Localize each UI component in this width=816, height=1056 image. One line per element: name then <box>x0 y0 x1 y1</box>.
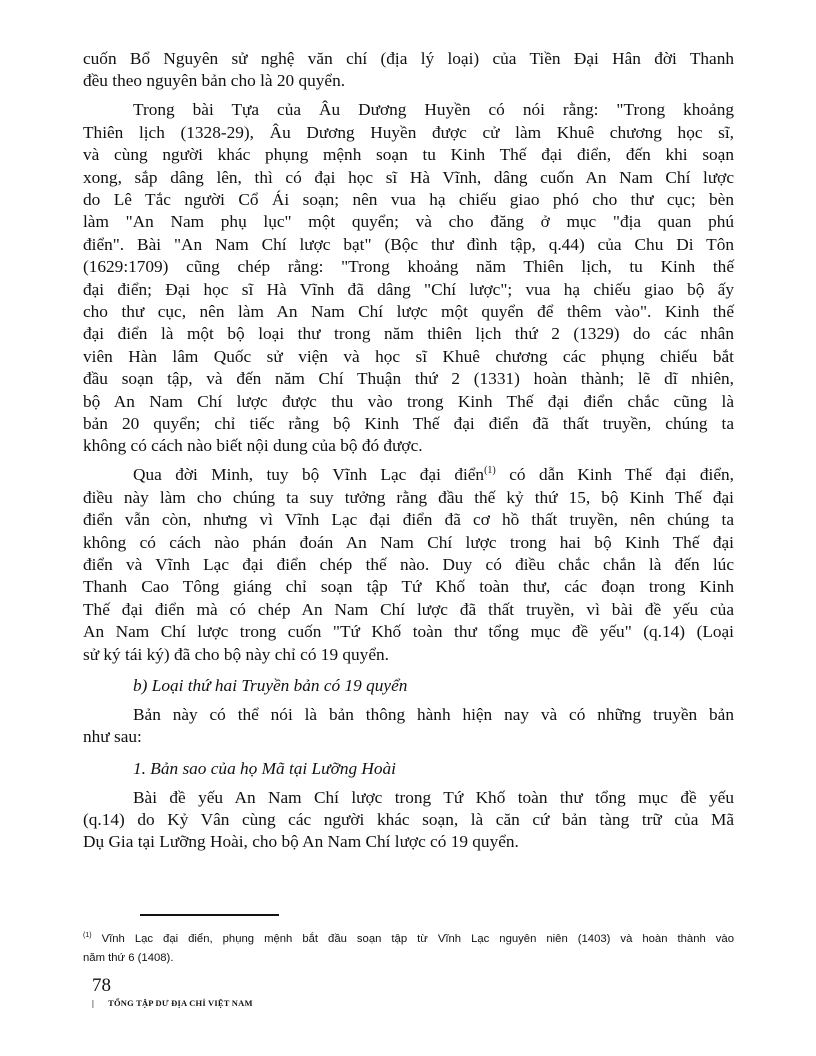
paragraph <box>83 48 734 93</box>
text-fragment: có dẫn Kinh Thế đại điển, <box>495 465 734 485</box>
text-line: do Lê Tắc người Cổ Ái soạn; nên vua hạ chiếu giao phó cho thư cục; bèn <box>83 189 734 209</box>
text-line: An Nam Chí lược trong cuốn "Tứ Khố toàn thư tổng mục đề yếu" (q.14) (Loại <box>83 622 734 642</box>
text-line: b) Loại thứ hai Truyền bản có 19 quyển <box>133 675 408 695</box>
text-line: bộ An Nam Chí lược được thu vào trong Kinh Thế đại điển chắc cũng là <box>83 391 734 411</box>
running-footer-title: TỔNG TẬP DƯ ĐỊA CHÍ VIỆT NAM <box>108 998 253 1008</box>
section-heading <box>83 675 734 697</box>
text-line: và cùng người khác phụng mệnh soạn tu Kinh Thế đại điển, đến khi soạn <box>83 145 734 165</box>
text-line: Thanh Cao Tông giáng chỉ soạn tập Tứ Khố toàn thư, các đoạn trong Kinh <box>83 577 734 597</box>
text-line: điều này làm cho chúng ta suy tưởng rằng đầu thế kỷ thứ 15, bộ Kinh Thế đại <box>83 487 734 507</box>
text-line: viên Hàn lâm Quốc sử viện và học sĩ Khuê chương các phụng chiếu bắt <box>83 346 734 366</box>
text-line: đều theo nguyên bản cho là 20 quyển. <box>83 71 346 91</box>
text-line: sử ký tái ký) đã cho bộ này chỉ có 19 quyển. <box>83 644 389 664</box>
running-footer <box>92 998 253 1008</box>
page-body <box>83 48 734 854</box>
text-line: xong, sắp dâng lên, thì có đại học sĩ Hà Vĩnh, dâng cuốn An Nam Chí lược <box>83 167 734 187</box>
text-line: làm "An Nam phụ lục" một quyển; và cho đăng ở mục "địa quan phú <box>83 212 734 232</box>
footnote-marker: (1) <box>83 932 92 940</box>
text-line: (1629:1709) cũng chép rằng: "Trong khoảng năm Thiên lịch, tu Kinh thế <box>83 257 734 277</box>
text-line: đại điển; Đại học sĩ Hà Vĩnh đã dâng "Chí lược"; vua hạ chiếu giao bộ ấy <box>83 279 734 299</box>
text-line: Trong bài Tựa của Âu Dương Huyền có nói rằng: "Trong khoảng <box>133 100 734 120</box>
text-line: Bản này có thể nói là bản thông hành hiện nay và có những truyền bản <box>133 704 734 724</box>
page-number: 78 <box>92 975 111 996</box>
footnote-line <box>83 930 734 949</box>
text-line: 1. Bản sao của họ Mã tại Lưỡng Hoài <box>133 758 396 778</box>
paragraph <box>83 704 734 749</box>
footnote-divider <box>140 914 279 916</box>
footnote-text: Vĩnh Lạc đại điển, phụng mệnh bắt đầu soạn tập từ Vĩnh Lạc nguyên niên (1403) và hoàn thành vào <box>101 933 734 945</box>
section-heading <box>83 758 734 780</box>
text-line: điển vẫn còn, nhưng vì Vĩnh Lạc đại điển đã cơ hồ thất truyền, nên chúng ta <box>83 510 734 530</box>
footnote-reference[interactable]: (1) <box>484 465 496 477</box>
text-line: Dụ Gia tại Lưỡng Hoài, cho bộ An Nam Chí lược có 19 quyển. <box>83 832 519 852</box>
paragraph <box>83 787 734 854</box>
text-line: Thế đại điển mà có chép An Nam Chí lược đã thất truyền, vì bài đề yếu của <box>83 599 734 619</box>
text-line: cuốn Bổ Nguyên sử nghệ văn chí (địa lý loại) của Tiền Đại Hân đời Thanh <box>83 49 734 68</box>
footer-divider: | <box>92 998 95 1008</box>
footnote-line: năm thứ 6 (1408). <box>83 952 174 964</box>
text-line: đầu soạn tập, và đến năm Chí Thuận thứ 2 (1331) hoàn thành; lẽ dĩ nhiên, <box>83 369 734 389</box>
text-line: Bài đề yếu An Nam Chí lược trong Tứ Khố toàn thư tổng mục đề yếu <box>133 787 734 807</box>
text-line: cho thư cục, nên làm An Nam Chí lược một quyển để thêm vào". Kinh thế <box>83 301 734 321</box>
text-line: điển". Bài "An Nam Chí lược bạt" (Bộc thư đình tập, q.44) của Chu Di Tôn <box>83 234 734 254</box>
footnote <box>83 930 734 968</box>
text-line: không có cách nào phán đoán An Nam Chí lược trong hai bộ Kinh Thế đại <box>83 532 734 552</box>
text-line: không có cách nào biết nội dung của bộ đó được. <box>83 436 423 456</box>
text-line: bản 20 quyển; chỉ tiếc rằng bộ Kinh Thế đại điển đã thất truyền, chúng ta <box>83 414 734 433</box>
text-line: Qua đời Minh, tuy bộ Vĩnh Lạc đại điển$^{(1)}$ có dẫn Kinh Thế đại điển, <box>133 465 734 485</box>
text-line: đại điển là một bộ loại thư trong năm thiên lịch thứ 2 (1329) do các nhân <box>83 324 734 344</box>
text-line: điển và Vĩnh Lạc đại điển chép thế nào. Duy có điều chắc chắn là đến lúc <box>83 554 734 574</box>
text-line: Thiên lịch (1328-29), Âu Dương Huyền được cử làm Khuê chương học sĩ, <box>83 122 734 142</box>
text-line: như sau: <box>83 727 142 747</box>
paragraph <box>83 99 734 458</box>
paragraph <box>83 464 734 666</box>
text-line: (q.14) do Kỷ Vân cùng các người khác soạn, là căn cứ bản tàng trữ của Mã <box>83 810 734 829</box>
